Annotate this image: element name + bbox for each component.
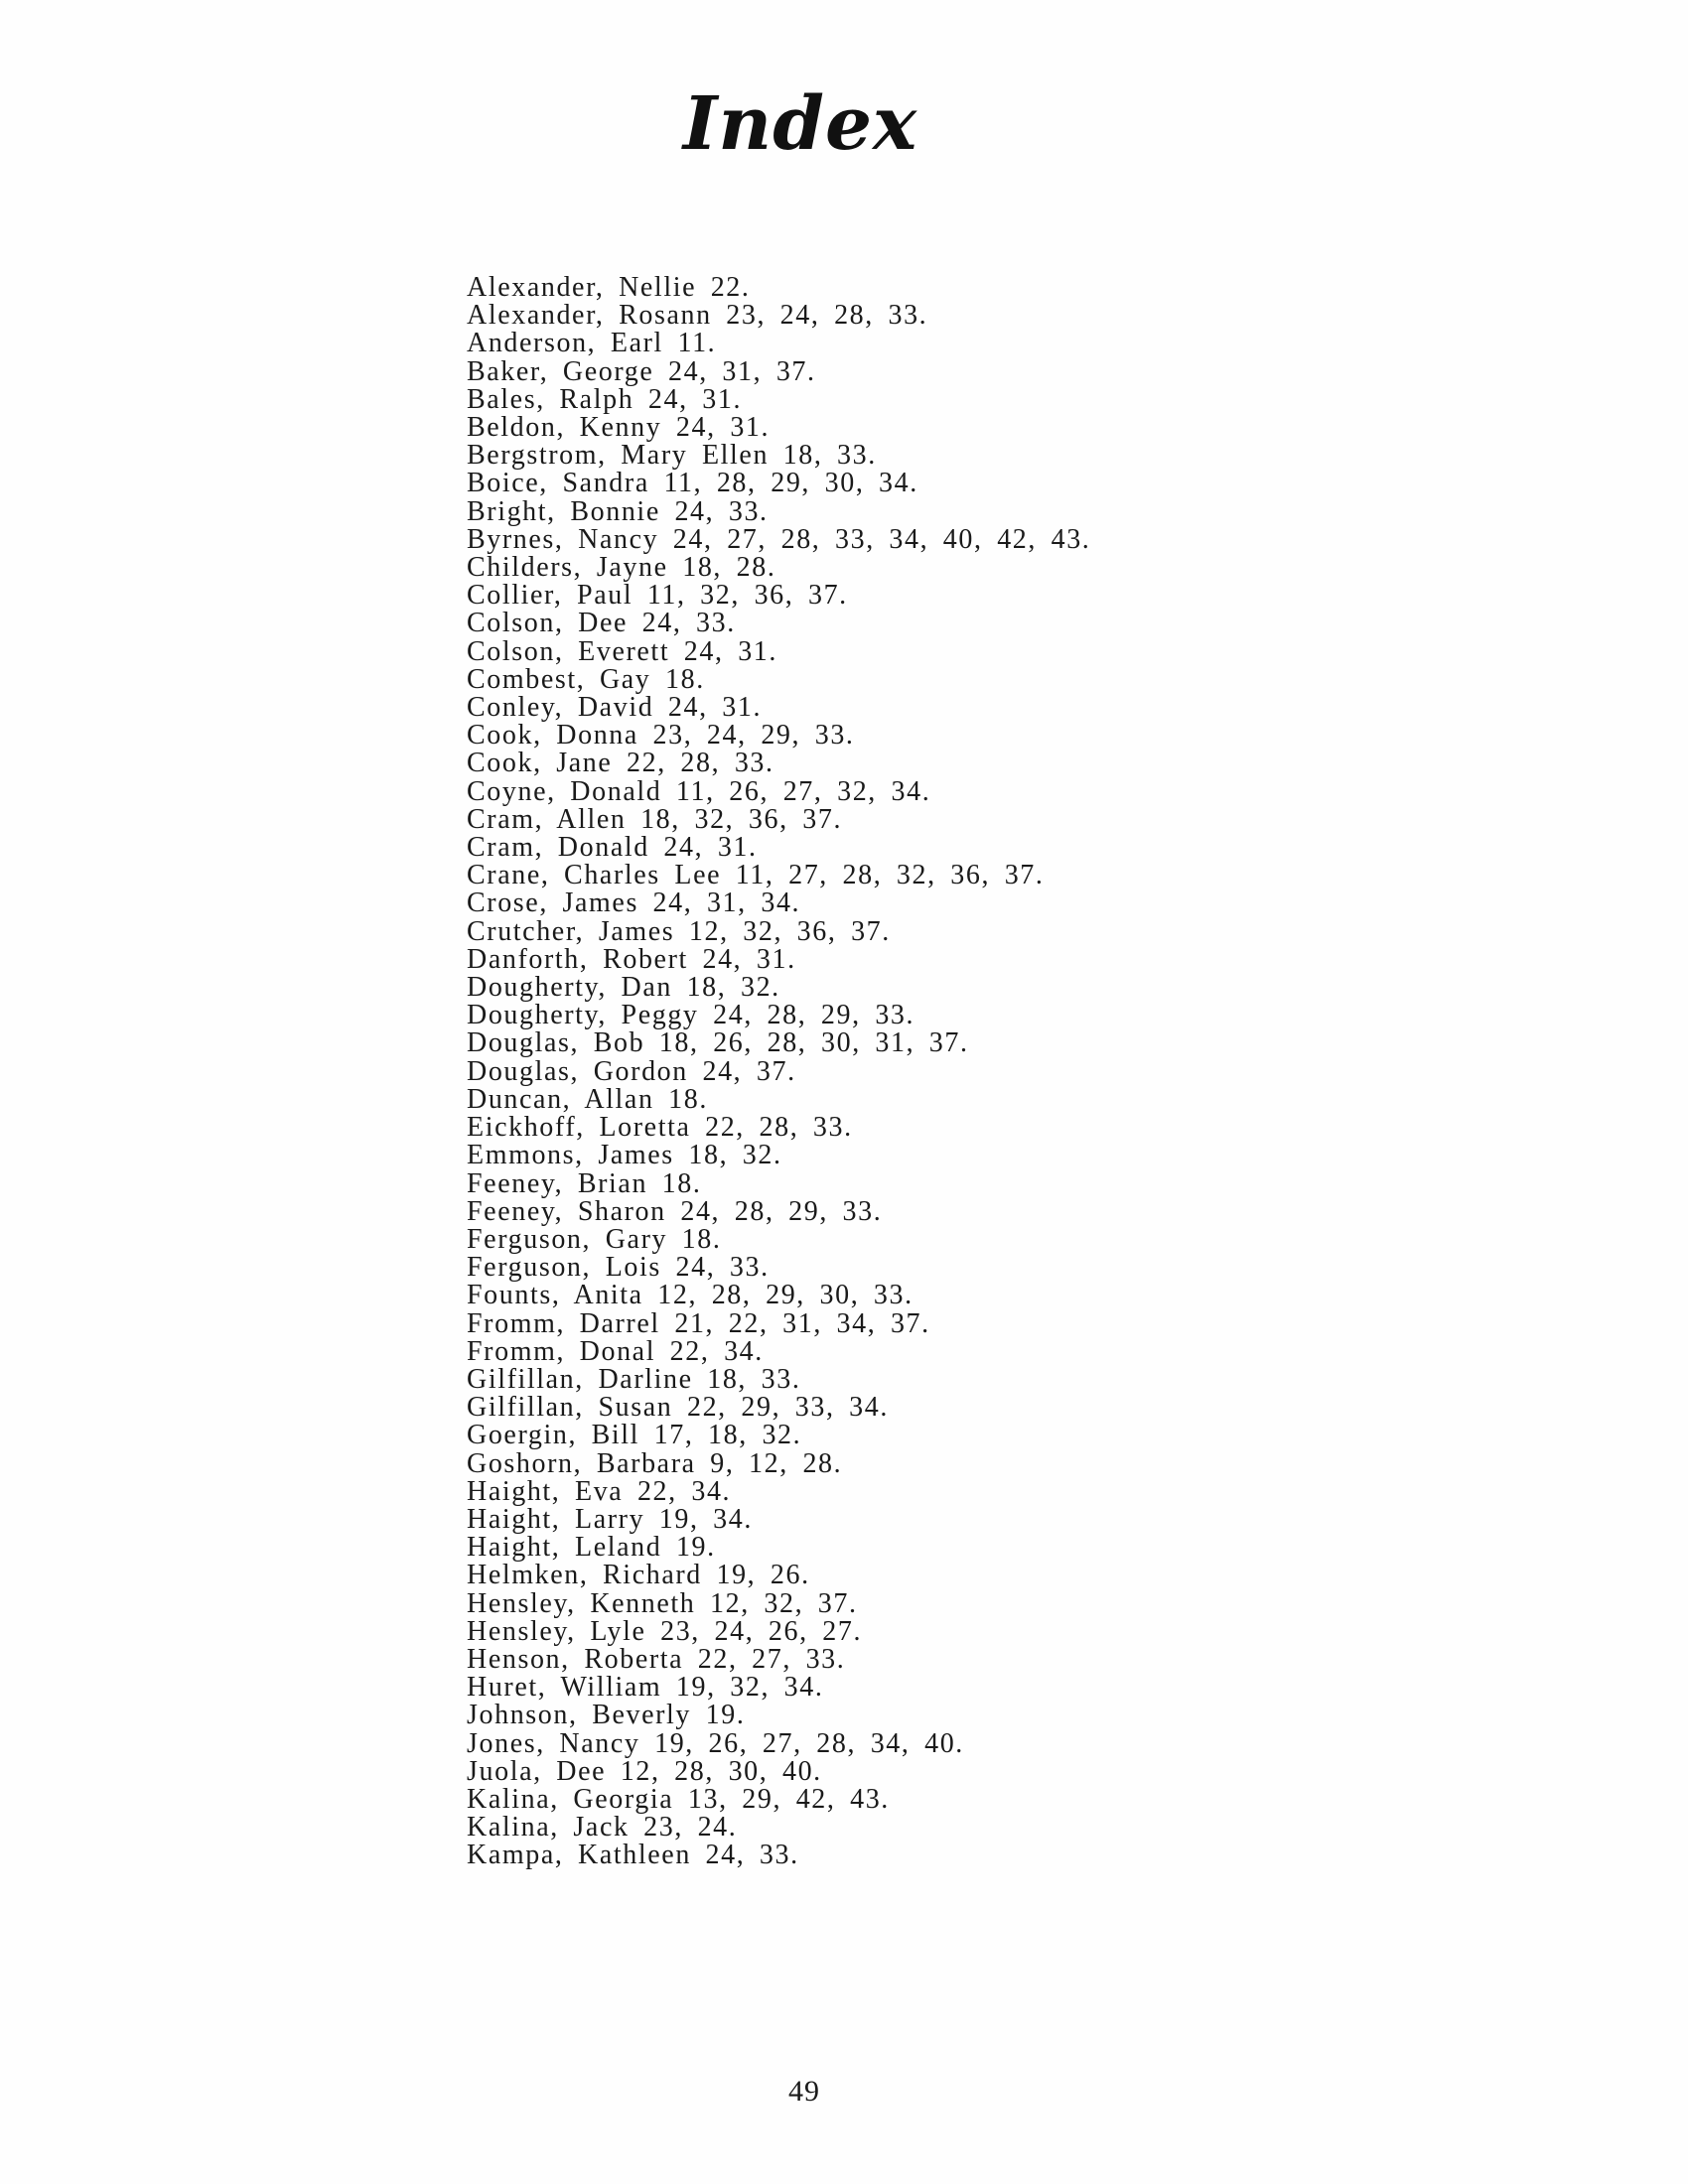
page-title: Index xyxy=(682,81,918,167)
index-entry: Haight, Larry 19, 34. xyxy=(467,1503,753,1535)
index-entry: Crane, Charles Lee 11, 27, 28, 32, 36, 37. xyxy=(467,860,1045,891)
index-entry: Hensley, Kenneth 12, 32, 37. xyxy=(467,1587,858,1619)
index-entry: Haight, Leland 19. xyxy=(467,1532,716,1564)
index-entry: Gilfillan, Darline 18, 33. xyxy=(467,1363,801,1395)
index-entry: Feeney, Brian 18. xyxy=(467,1167,702,1199)
index-entry: Helmken, Richard 19, 26. xyxy=(467,1560,810,1591)
index-entry: Childers, Jayne 18, 28. xyxy=(467,552,776,584)
index-entry: Kalina, Georgia 13, 29, 42, 43. xyxy=(467,1783,890,1815)
index-entry: Jones, Nancy 19, 26, 27, 28, 34, 40. xyxy=(467,1727,964,1759)
index-entry: Ferguson, Gary 18. xyxy=(467,1223,722,1255)
index-entry: Hensley, Lyle 23, 24, 26, 27. xyxy=(467,1615,863,1647)
index-entry: Alexander, Rosann 23, 24, 28, 33. xyxy=(467,300,928,332)
index-entry: Crose, James 24, 31, 34. xyxy=(467,887,801,919)
index-entry: Juola, Dee 12, 28, 30, 40. xyxy=(467,1755,822,1787)
index-entry: Combest, Gay 18. xyxy=(467,663,705,695)
index-entry: Goergin, Bill 17, 18, 32. xyxy=(467,1420,802,1451)
index-entry: Kalina, Jack 23, 24. xyxy=(467,1812,738,1843)
index-entry: Johnson, Beverly 19. xyxy=(467,1700,746,1731)
index-entry: Douglas, Bob 18, 26, 28, 30, 31, 37. xyxy=(467,1027,969,1059)
index-entry: Anderson, Earl 11. xyxy=(467,328,717,359)
index-entry: Gilfillan, Susan 22, 29, 33, 34. xyxy=(467,1392,889,1424)
index-entry: Huret, William 19, 32, 34. xyxy=(467,1672,824,1704)
index-entry: Colson, Dee 24, 33. xyxy=(467,608,736,639)
index-entry: Byrnes, Nancy 24, 27, 28, 33, 34, 40, 42, 43. xyxy=(467,523,1091,555)
index-entry: Alexander, Nellie 22. xyxy=(467,272,751,303)
index-entry: Conley, David 24, 31. xyxy=(467,692,763,724)
index-entry: Beldon, Kenny 24, 31. xyxy=(467,412,771,444)
index-list xyxy=(467,274,1090,1870)
page-number: 49 xyxy=(788,2075,820,2108)
index-entry: Cram, Allen 18, 32, 36, 37. xyxy=(467,803,843,835)
index-entry: Fromm, Donal 22, 34. xyxy=(467,1335,764,1367)
index-entry: Goshorn, Barbara 9, 12, 28. xyxy=(467,1447,843,1479)
index-entry: Eickhoff, Loretta 22, 28, 33. xyxy=(467,1112,853,1144)
index-entry: Kampa, Kathleen 24, 33. xyxy=(467,1840,799,1871)
index-entry: Bergstrom, Mary Ellen 18, 33. xyxy=(467,440,877,472)
index-entry: Colson, Everett 24, 31. xyxy=(467,635,777,667)
index-entry: Crutcher, James 12, 32, 36, 37. xyxy=(467,915,891,947)
index-entry: Emmons, James 18, 32. xyxy=(467,1140,782,1171)
index-entry: Cram, Donald 24, 31. xyxy=(467,832,758,864)
index-entry: Bright, Bonnie 24, 33. xyxy=(467,495,769,527)
index-entry: Duncan, Allan 18. xyxy=(467,1083,708,1115)
index-entry: Dougherty, Dan 18, 32. xyxy=(467,972,780,1004)
index-entry: Founts, Anita 12, 28, 29, 30, 33. xyxy=(467,1280,914,1311)
index-entry: Cook, Donna 23, 24, 29, 33. xyxy=(467,720,855,751)
index-entry: Bales, Ralph 24, 31. xyxy=(467,383,743,415)
index-entry: Dougherty, Peggy 24, 28, 29, 33. xyxy=(467,1000,915,1031)
index-entry: Ferguson, Lois 24, 33. xyxy=(467,1252,770,1284)
index-entry: Douglas, Gordon 24, 37. xyxy=(467,1055,796,1087)
index-entry: Henson, Roberta 22, 27, 33. xyxy=(467,1643,846,1675)
index-entry: Collier, Paul 11, 32, 36, 37. xyxy=(467,580,848,612)
index-entry: Coyne, Donald 11, 26, 27, 32, 34. xyxy=(467,775,931,807)
index-entry: Baker, George 24, 31, 37. xyxy=(467,355,816,387)
index-entry: Cook, Jane 22, 28, 33. xyxy=(467,748,774,779)
index-entry: Haight, Eva 22, 34. xyxy=(467,1475,732,1507)
index-entry: Danforth, Robert 24, 31. xyxy=(467,943,796,975)
index-entry: Boice, Sandra 11, 28, 29, 30, 34. xyxy=(467,468,918,499)
index-entry: Fromm, Darrel 21, 22, 31, 34, 37. xyxy=(467,1307,930,1339)
index-entry: Feeney, Sharon 24, 28, 29, 33. xyxy=(467,1195,883,1227)
